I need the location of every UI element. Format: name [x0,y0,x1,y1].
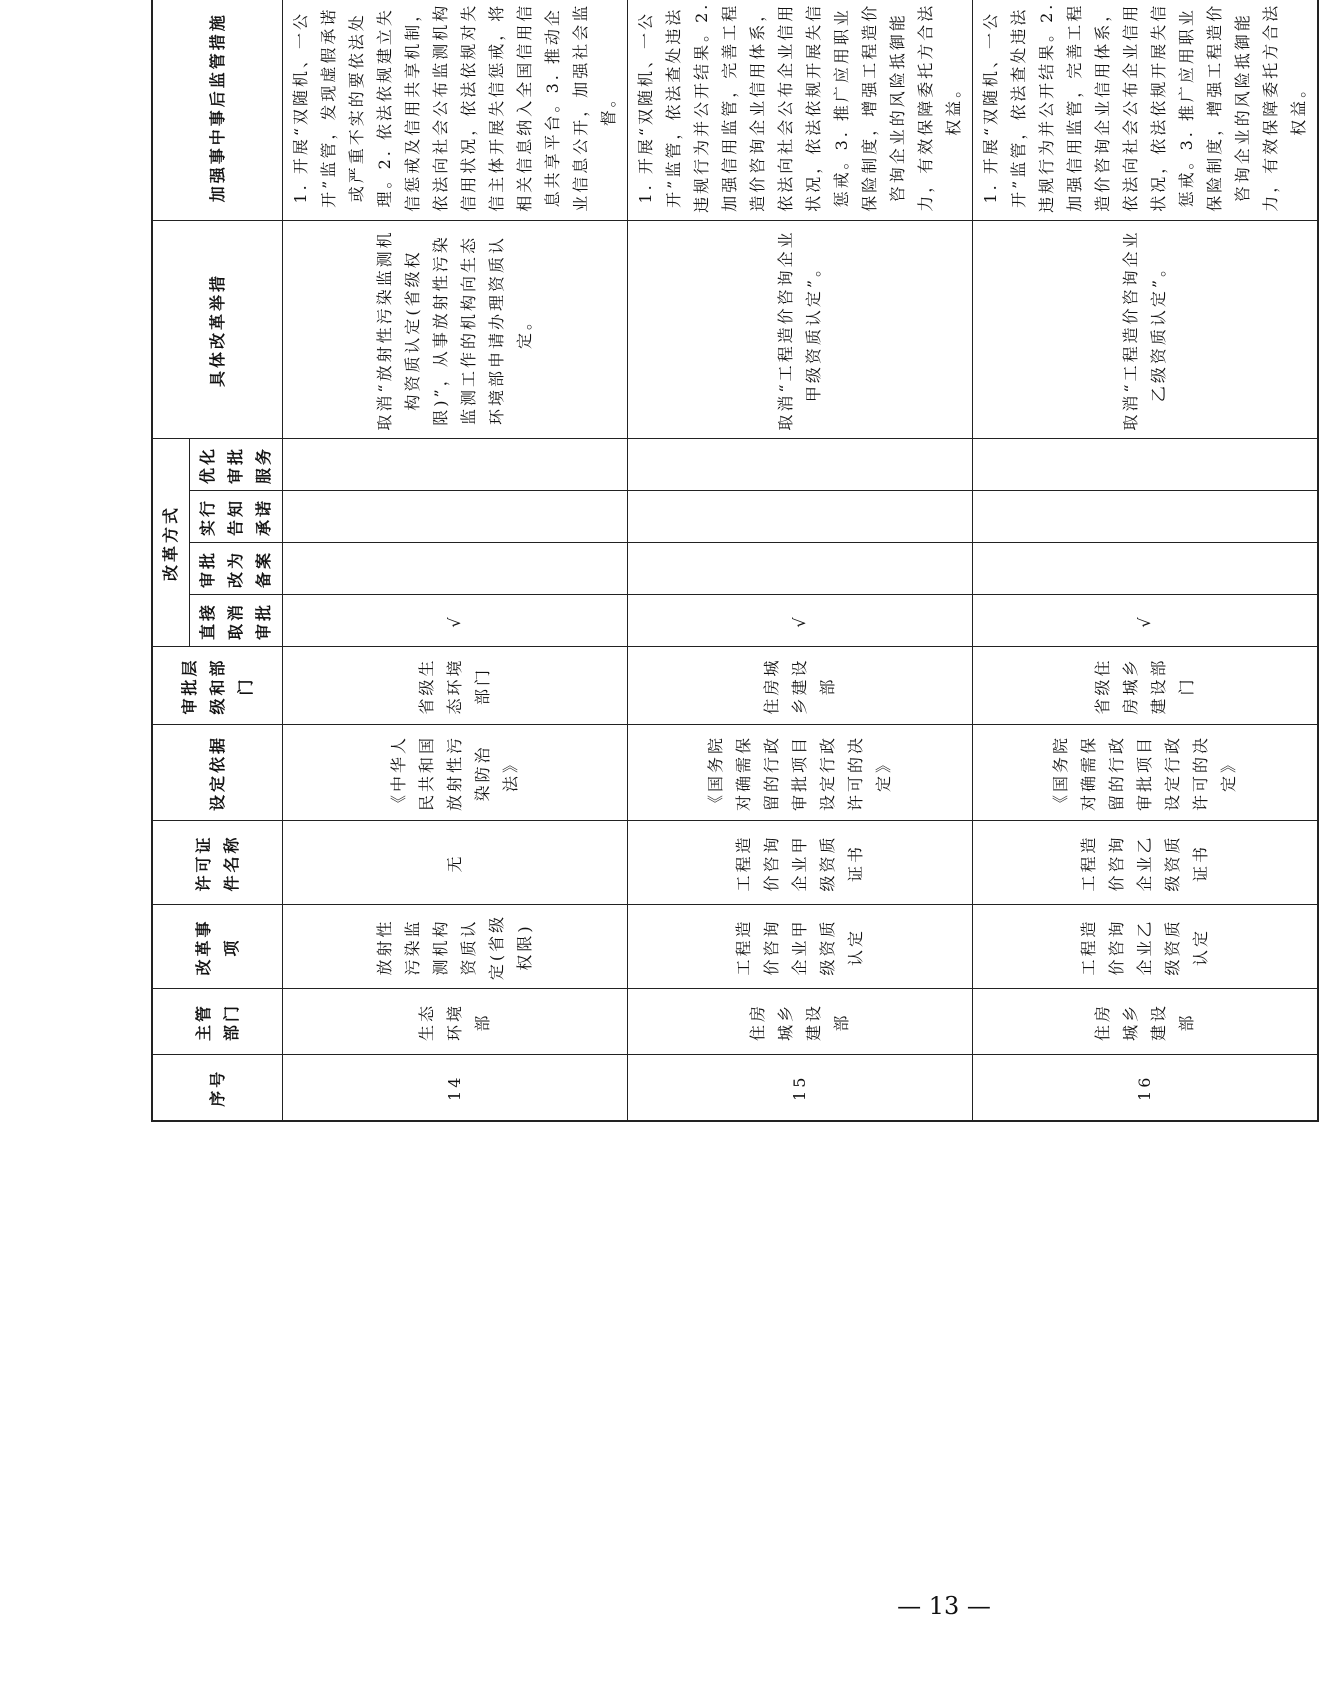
page-number: — 13 — [897,1592,991,1620]
header-mode-record: 审批改为备案 [190,543,283,595]
header-item: 改革事项 [152,905,283,989]
cell-supervision: 1. 开展“双随机、一公开”监管，依法查处违法违规行为并公开结果。2. 加强信用监管，完善工程造价咨询企业信用体系，依法向社会公布企业信用状况，依法依规开展失信惩戒。3. 推广应用职业保险制度，增强工程造价咨询企业的风险抵御能力，有效保障委托方合法权益。 [628,0,973,221]
cell-cancel-check: √ [973,595,1319,647]
header-mode-notify: 实行告知承诺 [190,491,283,543]
reform-table [151,0,1319,1122]
cell-record [973,543,1319,595]
cell-cancel-check: √ [628,595,973,647]
header-row [152,0,190,1121]
cell-basis: 《国务院对确需保留的行政审批项目设定行政许可的决定》 [628,725,973,821]
cell-supervision: 1. 开展“双随机、一公开”监管，依法查处违法违规行为并公开结果。2. 加强信用监管，完善工程造价咨询企业信用体系，依法向社会公布企业信用状况，依法依规开展失信惩戒。3. 推广应用职业保险制度，增强工程造价咨询企业的风险抵御能力，有效保障委托方合法权益。 [973,0,1319,221]
cell-level: 住房城乡建设部 [628,647,973,725]
header-seq: 序号 [152,1055,283,1121]
cell-cancel-check: √ [283,595,628,647]
header-measures: 具体改革举措 [152,221,283,439]
header-mode-optimize: 优化审批服务 [190,439,283,491]
table-row [283,0,628,1121]
cell-seq: 16 [973,1055,1319,1121]
cell-basis: 《中华人民共和国放射性污染防治法》 [283,725,628,821]
cell-seq: 15 [628,1055,973,1121]
cell-optimize [283,439,628,491]
cell-item: 工程造价咨询企业甲级资质认定 [628,905,973,989]
cell-notify [973,491,1319,543]
header-level: 审批层级和部门 [152,647,283,725]
cell-record [628,543,973,595]
cell-license: 工程造价咨询企业乙级资质证书 [973,821,1319,905]
table-row [628,0,973,1121]
rotated-table-container [151,1,1308,1122]
cell-item: 工程造价咨询企业乙级资质认定 [973,905,1319,989]
cell-notify [628,491,973,543]
cell-dept: 住房城乡建设部 [628,989,973,1055]
cell-optimize [973,439,1319,491]
cell-dept: 生态环境部 [283,989,628,1055]
cell-item: 放射性污染监测机构资质认定(省级权限) [283,905,628,989]
cell-measures: 取消“工程造价咨询企业甲级资质认定”。 [628,221,973,439]
cell-measures: 取消“工程造价咨询企业乙级资质认定”。 [973,221,1319,439]
header-dept: 主管部门 [152,989,283,1055]
cell-seq: 14 [283,1055,628,1121]
cell-license: 无 [283,821,628,905]
header-mode-cancel: 直接取消审批 [190,595,283,647]
cell-level: 省级生态环境部门 [283,647,628,725]
cell-record [283,543,628,595]
cell-supervision: 1. 开展“双随机、一公开”监管，发现虚假承诺或严重不实的要依法处理。2. 依法依规建立失信惩戒及信用共享机制，依法向社会公布监测机构信用状况，依法依规对失信主体开展失信惩戒，将相关信息纳入全国信用信息共享平台。3. 推动企业信息公开，加强社会监督。 [283,0,628,221]
cell-level: 省级住房城乡建设部门 [973,647,1319,725]
cell-dept: 住房城乡建设部 [973,989,1319,1055]
header-license: 许可证件名称 [152,821,283,905]
header-supervision: 加强事中事后监管措施 [152,0,283,221]
header-basis: 设定依据 [152,725,283,821]
cell-measures: 取消“放射性污染监测机构资质认定(省级权限)”，从事放射性污染监测工作的机构向生态环境部申请办理资质认定。 [283,221,628,439]
cell-license: 工程造价咨询企业甲级资质证书 [628,821,973,905]
cell-optimize [628,439,973,491]
header-mode: 改革方式 [152,439,190,647]
table-row [973,0,1319,1121]
cell-basis: 《国务院对确需保留的行政审批项目设定行政许可的决定》 [973,725,1319,821]
cell-notify [283,491,628,543]
